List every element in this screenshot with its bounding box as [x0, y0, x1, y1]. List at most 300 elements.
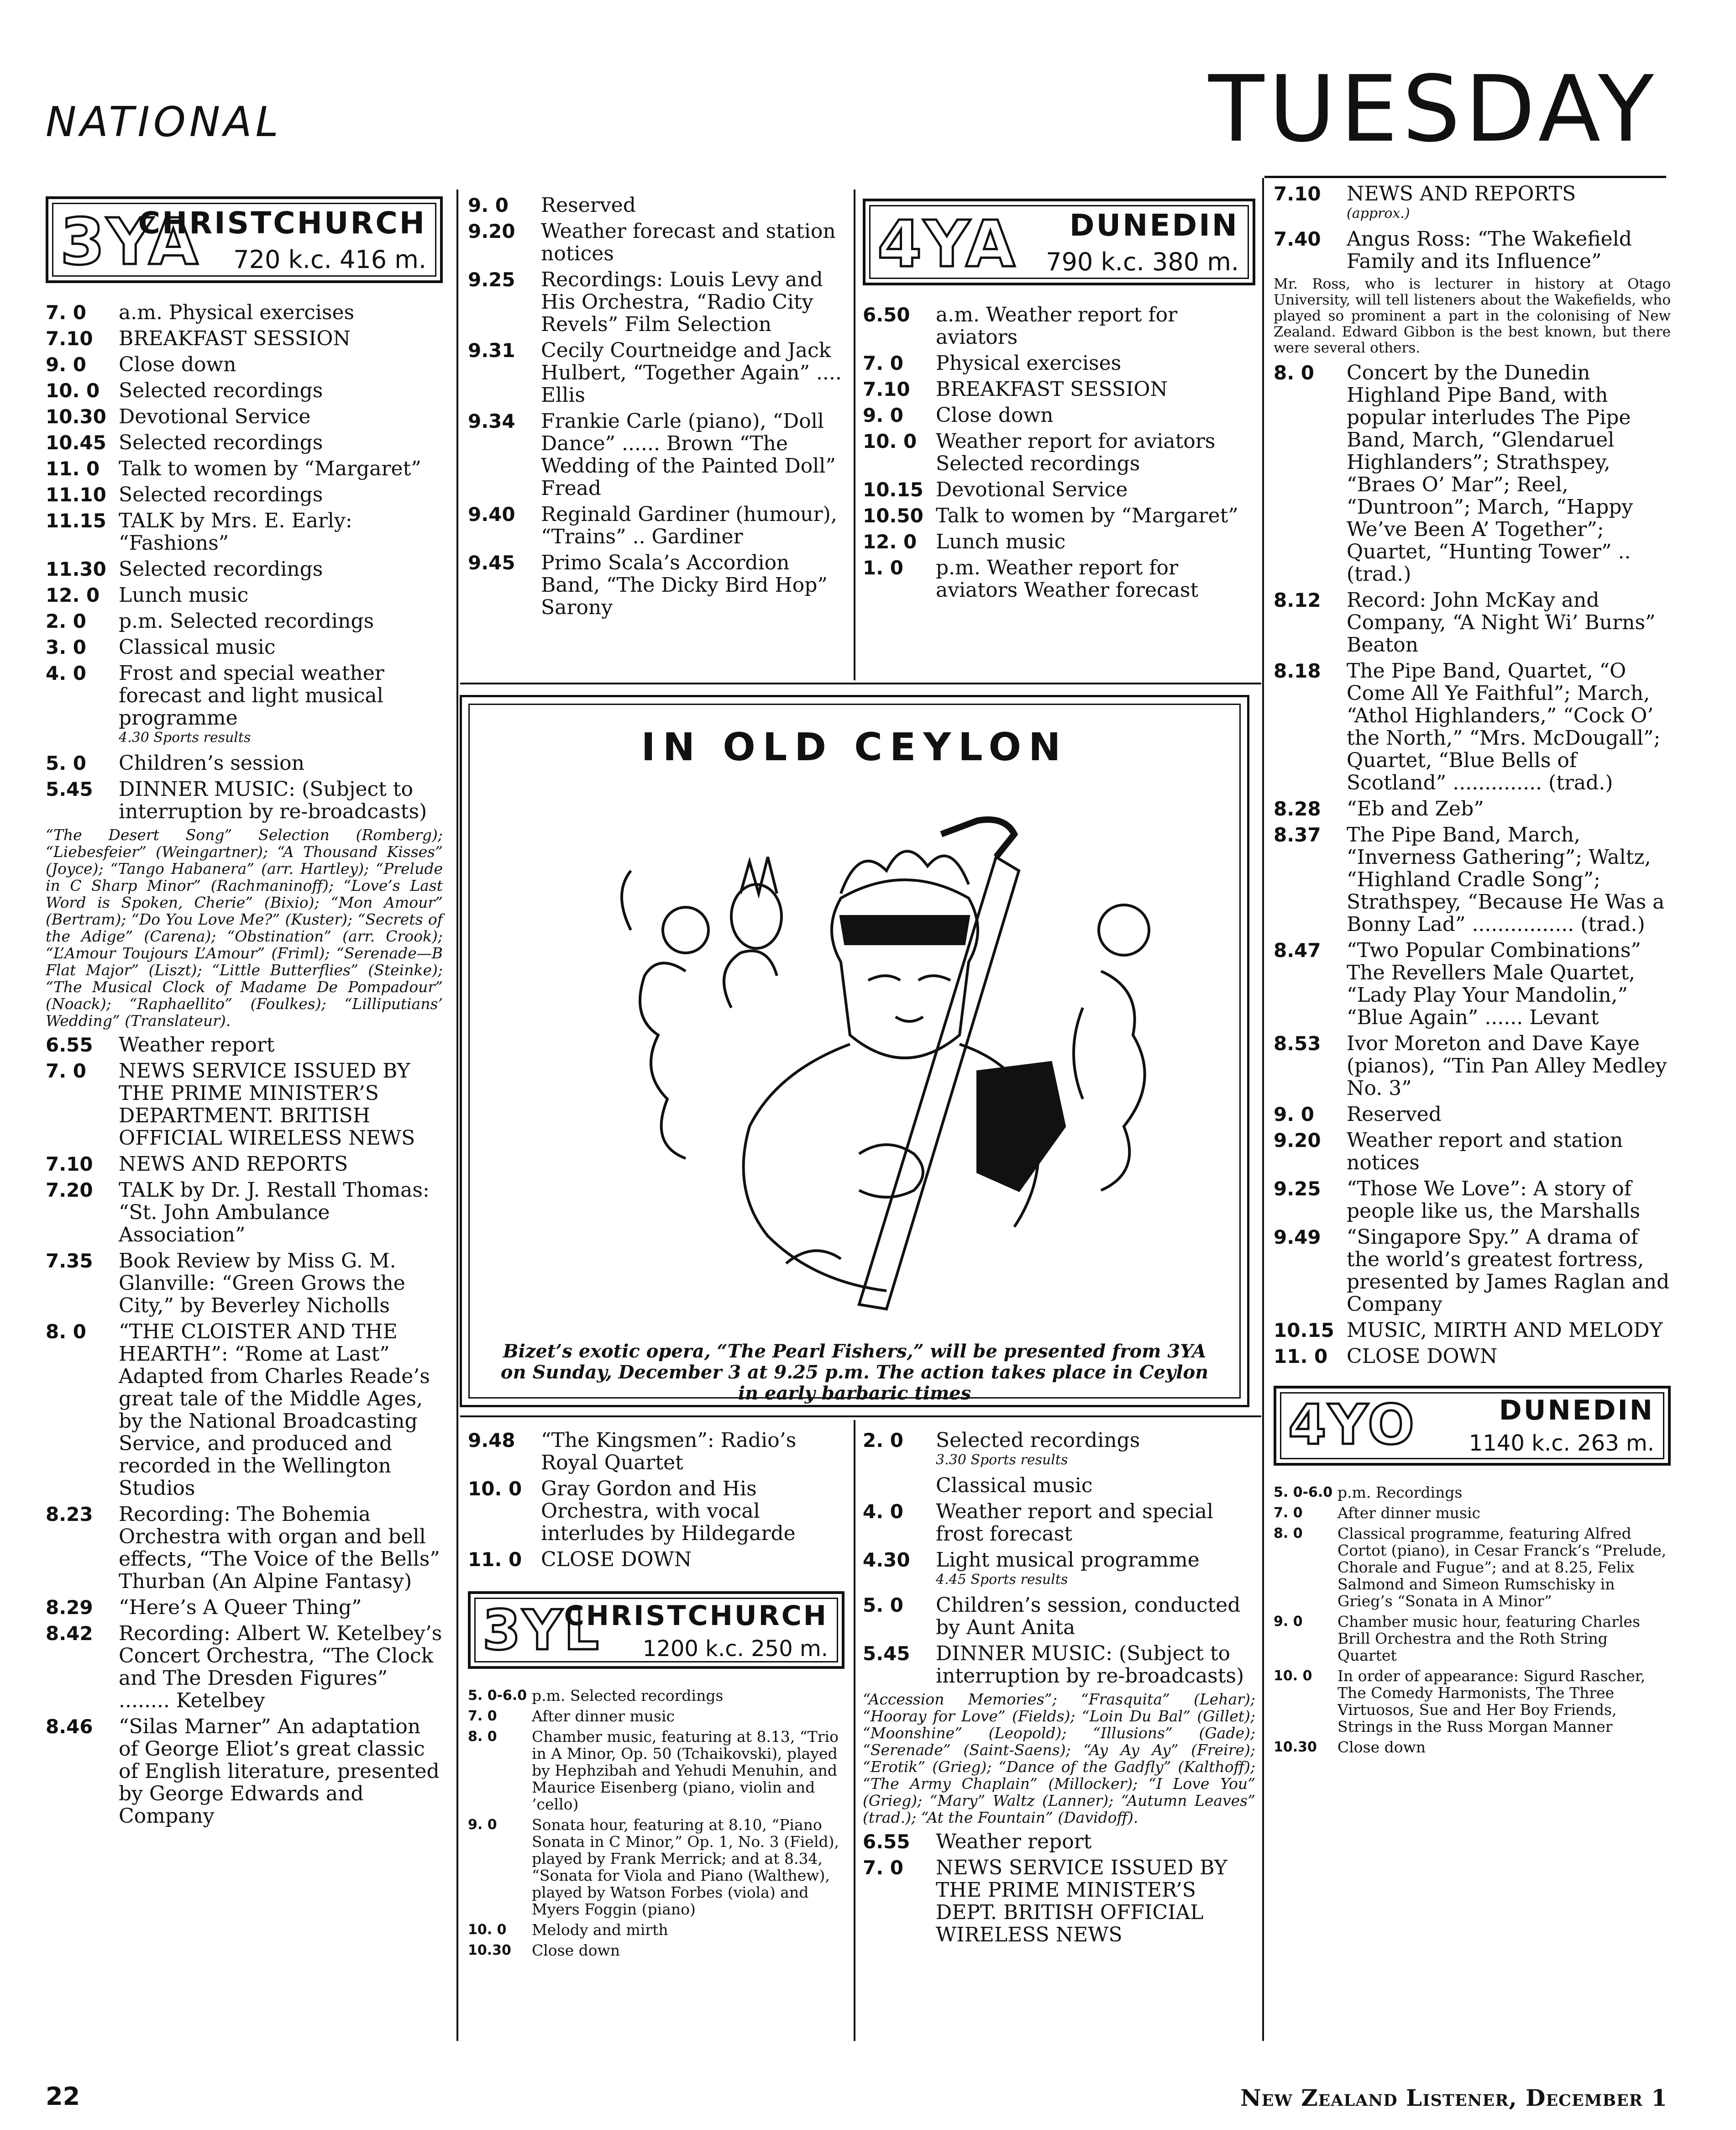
entry-description	[119, 431, 443, 454]
entry-text: “Two Popular Combinations” The Revellers Male Quartet, “Lady Play Your Mandolin,” “Blue Again” ...... Levant	[1347, 939, 1641, 1029]
entry-time: 11. 0	[46, 458, 100, 480]
entry-text: “Here’s A Queer Thing”	[119, 1596, 362, 1619]
entry-description	[1347, 824, 1671, 936]
entry-text: After dinner music	[1337, 1504, 1481, 1522]
station-frequency: 720 k.c. 416 m.	[233, 245, 426, 274]
entry-description	[119, 662, 443, 748]
entry-time: 11.30	[46, 558, 106, 580]
entry-description	[119, 1060, 443, 1149]
entry-description	[1337, 1739, 1671, 1756]
entry-text: NEWS AND REPORTS	[119, 1152, 348, 1176]
illustration-title: IN OLD CEYLON	[641, 725, 1068, 769]
entry-text: CLOSE DOWN	[1347, 1345, 1498, 1368]
talk-note: Mr. Ross, who is lecturer in history at Otago University, will tell listeners about the Wakefields, who played so prominent a part in the colonising of New Zealand. Edward Gibbon is the best known, but there were several others.	[1274, 276, 1671, 356]
entry-text: “THE CLOISTER AND THE HEARTH”: “Rome at Last” Adapted from Charles Reade’s great tale of the Middle Ages, by the National Broadcasting Service, and produced and recorded in the Wellington Studios	[119, 1320, 430, 1500]
entry-text: Reserved	[541, 194, 636, 217]
entry-description	[1337, 1525, 1671, 1609]
column-3ya-late	[468, 1429, 844, 1962]
station-city: DUNEDIN	[1069, 208, 1239, 243]
entry-description	[936, 1830, 1255, 1853]
entry-text: a.m. Weather report for aviators	[936, 303, 1178, 349]
programme-entry	[1274, 1032, 1671, 1099]
programme-entry	[468, 410, 844, 500]
entry-text: Reserved	[1347, 1103, 1442, 1126]
programme-entry	[863, 404, 1255, 426]
entry-time: 2. 0	[863, 1429, 904, 1452]
entry-time: 9. 0	[468, 1817, 497, 1833]
entry-description	[936, 479, 1255, 501]
programme-entry	[468, 220, 844, 265]
entry-text: Sonata hour, featuring at 8.10, “Piano Sonata in C Minor,” Op. 1, No. 3 (Field), played by Frank Merrick; and at 8.34, “Sonata for Viola and Piano (Walthew), played by Watson Forbes (viola) and Myers Foggin (piano)	[532, 1816, 839, 1918]
column-divider-2-top	[854, 189, 855, 680]
entry-description	[1347, 798, 1671, 820]
entry-description	[936, 1500, 1255, 1545]
entry-time: 7. 0	[863, 352, 904, 374]
entry-subnote: 4.45 Sports results	[936, 1572, 1068, 1588]
entry-text: Record: John McKay and Company, “A Night Wi’ Burns” Beaton	[1347, 589, 1656, 657]
illustration-caption: Bizet’s exotic opera, “The Pearl Fishers,” will be presented from 3YA on Sunday, December 3 at 9.25 p.m. The action takes place in Ceylon in early barbaric times	[500, 1341, 1209, 1404]
entry-text: Book Review by Miss G. M. Glanville: “Green Grows the City,” by Beverley Nicholls	[119, 1249, 405, 1317]
entry-description	[119, 1596, 443, 1619]
entry-description	[1347, 228, 1671, 273]
entry-time: 5.45	[863, 1642, 910, 1665]
entry-text: Close down	[1337, 1738, 1426, 1756]
entry-time: 7.20	[46, 1179, 93, 1201]
entry-time: 9.25	[1274, 1178, 1321, 1200]
entry-text: Selected recordings	[119, 557, 323, 581]
page-number: 22	[46, 2082, 80, 2111]
entry-description	[1347, 660, 1671, 794]
programme-list	[863, 304, 1255, 601]
entry-text: Chamber music, featuring at 8.13, “Trio in A Minor, Op. 50 (Tchaikovski), played by Hephzibah and Yehudi Menuhin, and Maurice Eisenberg (piano, violin and ’cello)	[532, 1728, 839, 1813]
entry-text: “Silas Marner” An adaptation of George Eliot’s great classic of English literature, presented by George Edwards and Company	[119, 1715, 440, 1828]
entry-description	[936, 1429, 1255, 1471]
programme-list	[468, 194, 844, 619]
programme-entry	[1274, 1739, 1671, 1756]
programme-entry	[46, 1596, 443, 1619]
entry-text: p.m. Weather report for aviators Weather forecast	[936, 556, 1199, 602]
entry-text: Close down	[936, 404, 1054, 427]
entry-time: 9.40	[468, 503, 515, 526]
entry-description	[541, 339, 844, 406]
programme-entry	[1274, 1129, 1671, 1174]
entry-time: 10.30	[468, 1942, 511, 1958]
entry-subnote: 3.30 Sports results	[936, 1452, 1068, 1468]
entry-description	[1347, 1345, 1671, 1367]
programme-entry	[468, 1478, 844, 1545]
entry-description	[119, 301, 443, 324]
entry-time: 8.53	[1274, 1032, 1321, 1055]
station-call-sign: 4YO	[1288, 1394, 1416, 1457]
row-divider-bottom	[460, 1415, 1261, 1417]
entry-time: 9.20	[1274, 1129, 1321, 1152]
entry-description	[936, 378, 1255, 400]
entry-time: 9. 0	[1274, 1103, 1315, 1125]
entry-text: Primo Scala’s Accordion Band, “The Dicky Bird Hop” Sarony	[541, 551, 828, 619]
entry-description	[532, 1921, 844, 1938]
programme-entry	[1274, 1319, 1671, 1341]
entry-text: Recording: The Bohemia Orchestra with organ and bell effects, “The Voice of the Bells” Thurban (An Alpine Fantasy)	[119, 1503, 440, 1593]
station-banner-3yl	[468, 1591, 844, 1669]
entry-text: After dinner music	[532, 1707, 675, 1725]
entry-description	[541, 1429, 844, 1474]
entry-description	[1347, 589, 1671, 656]
entry-description	[1347, 362, 1671, 585]
programme-entry	[46, 1715, 443, 1827]
entry-text: p.m. Selected recordings	[532, 1687, 724, 1704]
entry-description	[936, 430, 1255, 475]
column-3ya	[46, 196, 443, 1831]
section-title: NATIONAL	[46, 98, 282, 146]
programme-entry	[863, 1549, 1255, 1590]
station-banner-3ya	[46, 196, 443, 283]
entry-text: p.m. Recordings	[1337, 1483, 1463, 1501]
programme-list-3yl	[468, 1687, 844, 1959]
programme-entry	[863, 1642, 1255, 1687]
entry-text: BREAKFAST SESSION	[119, 327, 351, 350]
programme-entry	[1274, 660, 1671, 794]
entry-time: 2. 0	[46, 610, 87, 632]
entry-text: Cecily Courtneidge and Jack Hulbert, “Together Again” .... Ellis	[541, 339, 842, 407]
entry-time: 10.45	[46, 431, 106, 454]
entry-text: “Eb and Zeb”	[1347, 797, 1484, 820]
entry-text: Talk to women by “Margaret”	[119, 457, 421, 480]
entry-text: TALK by Dr. J. Restall Thomas: “St. John Ambulance Association”	[119, 1178, 430, 1246]
entry-time: 3. 0	[46, 636, 87, 658]
entry-time: 7. 0	[46, 1060, 87, 1082]
programme-entry	[863, 1830, 1255, 1853]
programme-entry	[468, 1708, 844, 1725]
entry-description	[541, 1478, 844, 1545]
entry-text: NEWS SERVICE ISSUED BY THE PRIME MINISTER’S DEPARTMENT. BRITISH OFFICIAL WIRELESS NEWS	[119, 1059, 415, 1150]
station-call-sign: 3YL	[483, 1599, 601, 1662]
entry-time: 6.50	[863, 304, 910, 326]
entry-time: 10. 0	[46, 379, 100, 402]
entry-description	[541, 503, 844, 548]
programme-list-concert	[1274, 362, 1671, 1367]
programme-entry	[468, 552, 844, 619]
entry-time: 9.49	[1274, 1226, 1321, 1248]
entry-description	[119, 1503, 443, 1593]
programme-list	[863, 1429, 1255, 1687]
entry-text: Angus Ross: “The Wakefield Family and its Influence”	[1347, 227, 1632, 273]
entry-time: 8.18	[1274, 660, 1321, 682]
entry-description	[1347, 939, 1671, 1029]
entry-description	[119, 752, 443, 774]
illustration-panel	[460, 695, 1249, 1407]
entry-description	[936, 1549, 1255, 1590]
entry-time: 10. 0	[1274, 1668, 1312, 1684]
entry-time: 4. 0	[863, 1500, 904, 1523]
entry-description	[1347, 1032, 1671, 1099]
entry-time: 9. 0	[468, 194, 509, 216]
entry-description	[1337, 1504, 1671, 1521]
programme-entry	[468, 1687, 844, 1704]
entry-time: 10. 0	[468, 1922, 507, 1938]
entry-text: “Singapore Spy.” A drama of the world’s greatest fortress, presented by James Raglan and Company	[1347, 1225, 1670, 1316]
station-frequency: 1140 k.c. 263 m.	[1469, 1431, 1654, 1456]
entry-time: 9. 0	[1274, 1614, 1303, 1630]
programme-entry	[468, 1942, 844, 1959]
entry-time	[863, 1474, 936, 1497]
entry-description	[936, 1857, 1255, 1946]
publication-footer: New Zealand Listener, December 1	[1240, 2084, 1668, 2111]
entry-description	[1347, 1319, 1671, 1341]
entry-text: NEWS SERVICE ISSUED BY THE PRIME MINISTER’S DEPT. BRITISH OFFICIAL WIRELESS NEWS	[936, 1856, 1227, 1946]
programme-entry	[46, 353, 443, 376]
programme-entry	[46, 636, 443, 658]
entry-time: 8.28	[1274, 798, 1321, 820]
entry-text: Close down	[119, 353, 236, 376]
entry-text: Lunch music	[119, 584, 249, 607]
programme-entry	[468, 1921, 844, 1938]
entry-time: 5. 0-6.0	[1274, 1484, 1333, 1500]
entry-text: DINNER MUSIC: (Subject to interruption by re-broadcasts)	[119, 778, 427, 823]
entry-text: Frankie Carle (piano), “Doll Dance” ...... Brown “The Wedding of the Painted Doll” Fread	[541, 410, 836, 500]
entry-description	[936, 557, 1255, 601]
programme-entry	[468, 268, 844, 336]
entry-description	[1347, 1226, 1671, 1315]
column-3ya-continued	[468, 194, 844, 622]
entry-text: a.m. Physical exercises	[119, 301, 355, 324]
programme-entry	[46, 752, 443, 774]
entry-description	[119, 1034, 443, 1056]
entry-time: 11.15	[46, 510, 106, 532]
programme-entry	[1274, 1103, 1671, 1125]
entry-time: 8. 0	[46, 1320, 87, 1343]
entry-description	[119, 458, 443, 480]
programme-entry	[1274, 183, 1671, 224]
programme-entry	[46, 1060, 443, 1149]
programme-entry	[468, 1728, 844, 1813]
entry-description	[119, 1715, 443, 1827]
programme-list	[46, 301, 443, 823]
entry-time: 12. 0	[46, 584, 100, 606]
programme-entry	[468, 1548, 844, 1571]
entry-time: 10. 0	[863, 430, 917, 452]
entry-text: NEWS AND REPORTS	[1347, 182, 1576, 205]
entry-text: Devotional Service	[936, 478, 1128, 501]
station-city: CHRISTCHURCH	[564, 1600, 828, 1632]
entry-description	[119, 1622, 443, 1712]
entry-time: 7.10	[46, 327, 93, 350]
entry-text: Frost and special weather forecast and light musical programme	[119, 662, 384, 730]
programme-entry	[46, 327, 443, 350]
entry-time: 10. 0	[468, 1478, 522, 1500]
programme-entry	[46, 431, 443, 454]
entry-time: 7.10	[1274, 183, 1321, 205]
entry-description	[119, 584, 443, 606]
entry-description	[119, 1320, 443, 1499]
programme-entry	[863, 1474, 1255, 1497]
entry-time: 8.12	[1274, 589, 1321, 611]
programme-entry	[863, 1594, 1255, 1639]
entry-time: 8.37	[1274, 824, 1321, 846]
programme-entry	[46, 558, 443, 580]
entry-description	[119, 1179, 443, 1246]
programme-entry	[46, 1320, 443, 1499]
programme-entry	[46, 1250, 443, 1317]
programme-entry	[1274, 589, 1671, 656]
entry-description	[936, 352, 1255, 374]
entry-description	[936, 304, 1255, 348]
programme-entry	[46, 458, 443, 480]
programme-entry	[468, 1816, 844, 1918]
entry-time: 8. 0	[1274, 362, 1315, 384]
entry-description	[1347, 1178, 1671, 1222]
column-4ya-evening	[1274, 183, 1671, 1759]
entry-time: 1. 0	[863, 557, 904, 579]
entry-time: 10.30	[1274, 1739, 1317, 1755]
entry-text: Recording: Albert W. Ketelbey’s Concert Orchestra, “The Clock and The Dresden Figures” ........ Ketelbey	[119, 1622, 442, 1712]
entry-description	[119, 405, 443, 428]
entry-text: “Those We Love”: A story of people like us, the Marshalls	[1347, 1177, 1640, 1223]
entry-time: 9.48	[468, 1429, 515, 1452]
entry-time: 10.15	[863, 479, 923, 501]
entry-text: Talk to women by “Margaret”	[936, 504, 1238, 527]
entry-description	[119, 510, 443, 554]
entry-time: 9.31	[468, 339, 515, 362]
programme-entry	[863, 479, 1255, 501]
row-divider-top	[460, 683, 1261, 684]
programme-entry	[46, 610, 443, 632]
programme-entry	[468, 1429, 844, 1474]
entry-text: Selected recordings	[119, 379, 323, 402]
entry-text: Classical programme, featuring Alfred Cortot (piano), in Cesar Franck’s “Prelude, Chorale and Fugue”; and at 8.25, Felix Salmond and Simeon Rumschisky in Grieg’s “Sonata in A Minor”	[1337, 1525, 1667, 1610]
entry-text: Gray Gordon and His Orchestra, with vocal interludes by Hildegarde	[541, 1477, 796, 1545]
entry-time: 7.10	[863, 378, 910, 400]
entry-description	[541, 1548, 844, 1571]
station-call-sign: 4YA	[877, 207, 1017, 282]
entry-text: MUSIC, MIRTH AND MELODY	[1347, 1319, 1663, 1342]
programme-entry	[1274, 939, 1671, 1029]
entry-text: Weather report	[119, 1033, 275, 1057]
entry-time: 5.45	[46, 778, 93, 800]
entry-time: 8.23	[46, 1503, 93, 1525]
entry-text: Classical music	[119, 636, 276, 659]
entry-time: 9.45	[468, 552, 515, 574]
entry-time: 8.42	[46, 1622, 93, 1645]
entry-text: Physical exercises	[936, 352, 1122, 375]
station-call-sign: 3YA	[60, 205, 200, 279]
entry-description	[936, 531, 1255, 553]
entry-time: 11. 0	[1274, 1345, 1328, 1367]
entry-text: Lunch music	[936, 530, 1066, 553]
entry-description	[1337, 1484, 1671, 1501]
entry-time: 5. 0-6.0	[468, 1688, 527, 1704]
entry-text: Weather report and special frost forecast	[936, 1500, 1213, 1546]
entry-description	[532, 1687, 844, 1704]
programme-entry	[46, 301, 443, 324]
entry-description	[936, 1594, 1255, 1639]
station-frequency: 1200 k.c. 250 m.	[642, 1636, 828, 1662]
station-banner-4ya	[863, 199, 1255, 285]
programme-entry	[863, 505, 1255, 527]
programme-entry	[863, 1500, 1255, 1545]
entry-text: Classical music	[936, 1474, 1093, 1497]
entry-time: 11.10	[46, 484, 106, 506]
entry-description	[119, 327, 443, 350]
programme-entry	[863, 352, 1255, 374]
programme-entry	[863, 531, 1255, 553]
programme-entry	[863, 430, 1255, 475]
station-frequency: 790 k.c. 380 m.	[1046, 247, 1239, 276]
entry-time: 5. 0	[863, 1594, 904, 1616]
programme-entry	[46, 1179, 443, 1246]
entry-time: 8.29	[46, 1596, 93, 1619]
entry-description	[1347, 1103, 1671, 1125]
entry-description	[1347, 183, 1671, 224]
entry-description	[119, 353, 443, 376]
entry-description	[119, 610, 443, 632]
entry-description	[532, 1942, 844, 1959]
day-title: TUESDAY	[1208, 56, 1658, 163]
column-divider-3	[1262, 178, 1264, 2041]
programme-entry	[863, 304, 1255, 348]
programme-entry	[1274, 1504, 1671, 1521]
station-city: CHRISTCHURCH	[138, 205, 426, 241]
programme-entry	[1274, 798, 1671, 820]
station-city: DUNEDIN	[1499, 1394, 1654, 1426]
programme-list-evening	[46, 1034, 443, 1827]
entry-description	[936, 1474, 1255, 1497]
entry-time: 9.20	[468, 220, 515, 242]
programme-list-evening	[863, 1830, 1255, 1946]
entry-text: BREAKFAST SESSION	[936, 378, 1168, 401]
entry-text: Concert by the Dunedin Highland Pipe Band, with popular interludes The Pipe Band, March, “Glendaruel Highlanders”; Strathspey, “Braes O’ Mar”; Reel, “Duntroon”; March, “Happy We’ve Been A’ Together”; Quartet, “Hunting Tower” .. (trad.)	[1347, 361, 1633, 586]
entry-time: 7.40	[1274, 228, 1321, 250]
programme-entry	[1274, 1667, 1671, 1735]
entry-text: TALK by Mrs. E. Early: “Fashions”	[119, 509, 352, 555]
entry-description	[532, 1728, 844, 1813]
dinner-music-note: “Accession Memories”; “Frasquita” (Lehar); “Hooray for Love” (Fields); “Loin Du Bal” (Gillet); “Moonshine” (Leopold); “Illusions” (Gade); “Serenade” (Saint-Saens); “Ay Ay Ay” (Freire); “Erotik” (Grieg); “Dance of the Gadfly” (Kalthoff); “The Army Chaplain” (Millocker); “I Love You” (Grieg); “Mary” Waltz (Lanner); “Autumn Leaves” (trad.); “At the Fountain” (Davidoff).	[863, 1690, 1255, 1826]
entry-text: Ivor Moreton and Dave Kaye (pianos), “Tin Pan Alley Medley No. 3”	[1347, 1032, 1667, 1100]
entry-description	[541, 552, 844, 619]
entry-text: In order of appearance: Sigurd Rascher, The Comedy Harmonists, The Three Virtuosos, Sue and Her Boy Friends, Strings in the Russ Morgan Manner	[1337, 1667, 1646, 1736]
entry-description	[936, 404, 1255, 426]
entry-text: Selected recordings	[119, 431, 323, 454]
entry-time: 7.10	[46, 1153, 93, 1175]
entry-text: Weather report	[936, 1830, 1092, 1853]
entry-time: 7. 0	[863, 1857, 904, 1879]
programme-entry	[46, 484, 443, 506]
entry-text: “The Kingsmen”: Radio’s Royal Quartet	[541, 1429, 797, 1474]
programme-entry	[46, 1503, 443, 1593]
entry-time: 8. 0	[468, 1729, 497, 1745]
entry-text: Light musical programme	[936, 1548, 1200, 1572]
programme-entry	[863, 1857, 1255, 1946]
programme-entry	[46, 662, 443, 748]
programme-entry	[46, 379, 443, 402]
programme-entry	[468, 503, 844, 548]
entry-text: Melody and mirth	[532, 1921, 668, 1939]
programme-entry	[468, 194, 844, 216]
programme-entry	[468, 339, 844, 406]
entry-text: Children’s session	[119, 752, 304, 775]
entry-text: Weather forecast and station notices	[541, 220, 836, 265]
programme-entry	[46, 778, 443, 823]
entry-description	[119, 1250, 443, 1317]
entry-subnote: (approx.)	[1347, 205, 1410, 221]
entry-text: Weather report and station notices	[1347, 1129, 1623, 1174]
entry-time: 7. 0	[1274, 1505, 1303, 1521]
programme-entry	[1274, 1525, 1671, 1609]
entry-time: 9.25	[468, 268, 515, 291]
programme-entry	[1274, 1613, 1671, 1664]
column-divider-1	[456, 189, 458, 2041]
programme-entry	[46, 1034, 443, 1056]
entry-text: Devotional Service	[119, 405, 311, 428]
